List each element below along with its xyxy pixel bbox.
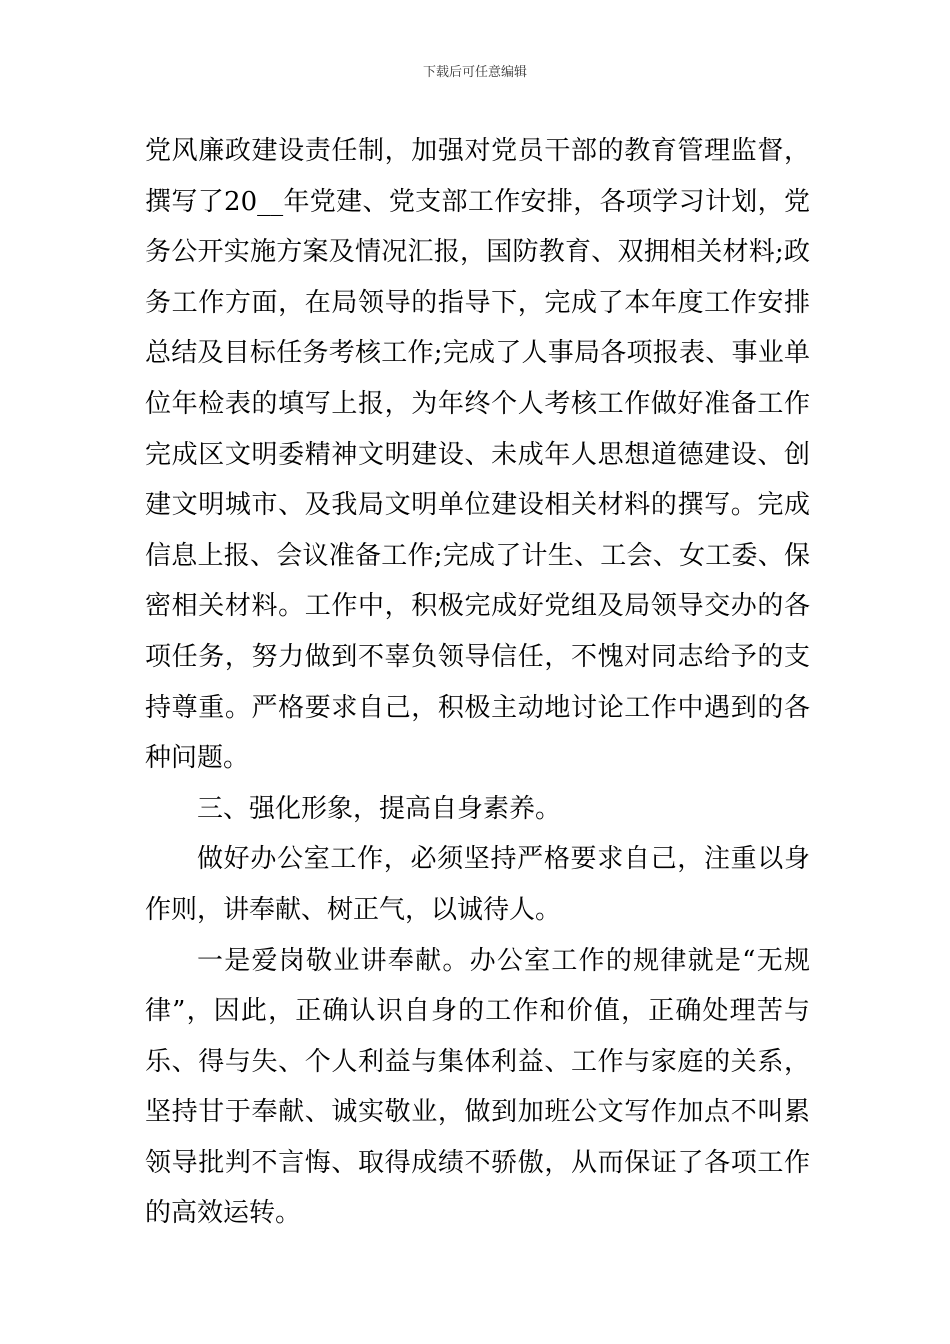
body-line: 项任务，努力做到不辜负领导信任，不愧对同志给予的支 <box>145 641 810 672</box>
body-line: 作则，讲奉献、树正气，以诚待人。 <box>145 894 562 925</box>
body-line: 密相关材料。工作中，积极完成好党组及局领导交办的各 <box>145 591 810 622</box>
body-line: 建文明城市、及我局文明单位建设相关材料的撰写。完成 <box>145 490 810 521</box>
body-line: 一是爱岗敬业讲奉献。办公室工作的规律就是“无规 <box>197 945 810 976</box>
body-line: 坚持甘于奉献、诚实敬业，做到加班公文写作加点不叫累 <box>145 1097 810 1128</box>
body-line: 撰写了20__年党建、党支部工作安排，各项学习计划，党 <box>145 186 810 217</box>
body-line: 做好办公室工作，必须坚持严格要求自己，注重以身 <box>197 844 810 875</box>
body-line: 务工作方面，在局领导的指导下，完成了本年度工作安排 <box>145 287 810 318</box>
body-line: 务公开实施方案及情况汇报，国防教育、双拥相关材料;政 <box>145 237 810 268</box>
document-body <box>145 126 810 1239</box>
page-header: 下载后可任意编辑 <box>422 65 527 80</box>
body-line: 信息上报、会议准备工作;完成了计生、工会、女工委、保 <box>145 540 810 571</box>
body-line: 位年检表的填写上报，为年终个人考核工作做好准备工作 <box>145 388 810 419</box>
body-line: 持尊重。严格要求自己，积极主动地讨论工作中遇到的各 <box>145 692 810 723</box>
body-line: 领导批判不言悔、取得成绩不骄傲，从而保证了各项工作 <box>145 1147 810 1178</box>
body-line: 完成区文明委精神文明建设、未成年人思想道德建设、创 <box>145 439 810 470</box>
body-line: 的高效运转。 <box>145 1198 302 1229</box>
body-line: 种问题。 <box>145 743 250 774</box>
body-line: 律”，因此，正确认识自身的工作和价值，正确处理苦与 <box>145 996 810 1027</box>
body-line: 总结及目标任务考核工作;完成了人事局各项报表、事业单 <box>145 338 810 369</box>
body-line: 党风廉政建设责任制，加强对党员干部的教育管理监督， <box>145 136 810 166</box>
body-line: 乐、得与失、个人利益与集体利益、工作与家庭的关系， <box>145 1046 810 1077</box>
section-heading: 三、强化形象，提高自身素养。 <box>197 793 562 824</box>
